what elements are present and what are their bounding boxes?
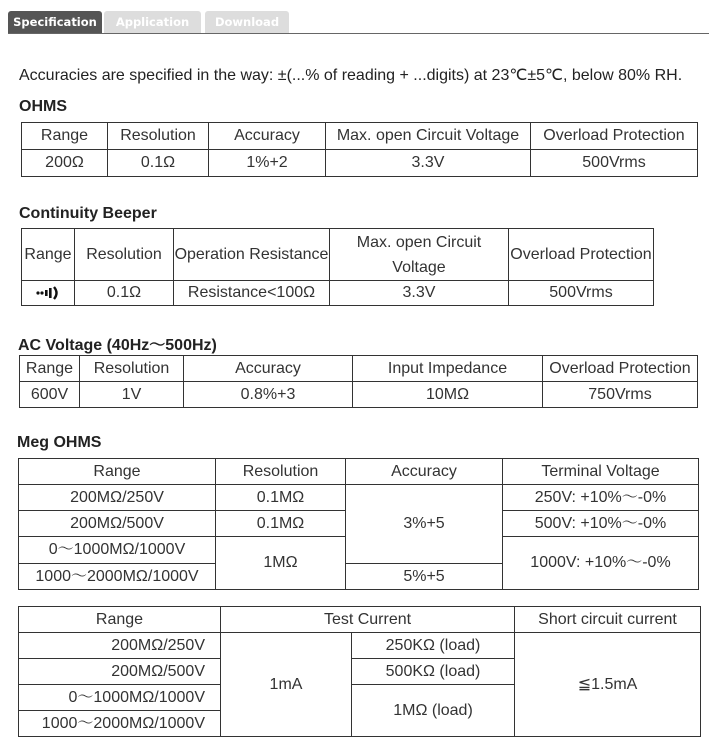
- table-cell: 200MΩ/500V: [19, 659, 221, 685]
- table-cell: 0.1Ω: [108, 150, 209, 177]
- header-cell: Overload Protection: [531, 123, 698, 150]
- tab-specification[interactable]: Specification: [8, 11, 102, 33]
- table-cell: [22, 281, 75, 306]
- header-cell: Short circuit current: [515, 607, 701, 633]
- table-cell: 750Vrms: [543, 382, 698, 408]
- table-cell: ≦1.5mA: [515, 633, 701, 737]
- tab-divider: [8, 33, 709, 34]
- tab-application[interactable]: Application: [104, 11, 201, 33]
- header-cell: Resolution: [216, 459, 346, 485]
- table-row: [19, 485, 699, 511]
- table-cell: 3.3V: [330, 281, 509, 306]
- table-header-row: [22, 229, 654, 281]
- table-cell: 500Vrms: [509, 281, 654, 306]
- megohms-heading: Meg OHMS: [17, 434, 102, 451]
- continuity-heading: Continuity Beeper: [19, 205, 157, 222]
- table-header-row: [19, 607, 701, 633]
- table-cell: 1000V: +10%～-0%: [503, 537, 699, 590]
- table-cell: 0.1MΩ: [216, 485, 346, 511]
- table-header-row: [20, 356, 698, 382]
- ohms-table: [21, 122, 698, 177]
- table-row: [20, 382, 698, 408]
- table-cell: 0.1MΩ: [216, 511, 346, 537]
- table-cell: 200Ω: [22, 150, 108, 177]
- table-cell: 1MΩ (load): [352, 685, 515, 737]
- table-header-row: [22, 123, 698, 150]
- header-cell: Range: [19, 459, 216, 485]
- header-cell: Resolution: [108, 123, 209, 150]
- table-cell: 500V: +10%～-0%: [503, 511, 699, 537]
- acv-table: [19, 355, 698, 408]
- table-cell: 1000～2000MΩ/1000V: [19, 564, 216, 590]
- test-current-table: [18, 606, 701, 737]
- header-cell: Max. open Circuit Voltage: [330, 229, 509, 281]
- header-cell: Range: [20, 356, 80, 382]
- table-cell: 200MΩ/500V: [19, 511, 216, 537]
- header-cell: Resolution: [80, 356, 184, 382]
- acv-heading: AC Voltage (40Hz～500Hz): [18, 337, 217, 354]
- table-cell: 200MΩ/250V: [19, 633, 221, 659]
- header-cell: Accuracy: [184, 356, 353, 382]
- header-cell: Range: [22, 123, 108, 150]
- tab-download[interactable]: Download: [205, 11, 289, 33]
- table-cell: 0～1000MΩ/1000V: [19, 685, 221, 711]
- table-row: [22, 150, 698, 177]
- table-cell: 5%+5: [346, 564, 503, 590]
- table-cell: 600V: [20, 382, 80, 408]
- beeper-icon: [35, 284, 61, 302]
- accuracy-note: Accuracies are specified in the way: ±(...% of reading + ...digits) at 23℃±5℃, below 80% RH.: [19, 67, 683, 84]
- table-row: [19, 633, 701, 659]
- table-cell: 1mA: [221, 633, 352, 737]
- header-cell: Test Current: [221, 607, 515, 633]
- table-cell: 1V: [80, 382, 184, 408]
- megohms-table: [18, 458, 699, 590]
- table-cell: 0～1000MΩ/1000V: [19, 537, 216, 564]
- ohms-heading: OHMS: [19, 98, 67, 115]
- table-cell: 250V: +10%～-0%: [503, 485, 699, 511]
- table-cell: 3.3V: [326, 150, 531, 177]
- header-cell: Overload Protection: [543, 356, 698, 382]
- table-cell: 10MΩ: [353, 382, 543, 408]
- table-cell: 500Vrms: [531, 150, 698, 177]
- table-cell: 0.8%+3: [184, 382, 353, 408]
- header-cell: Range: [22, 229, 75, 281]
- table-cell: 250KΩ (load): [352, 633, 515, 659]
- header-cell: Terminal Voltage: [503, 459, 699, 485]
- table-cell: 0.1Ω: [75, 281, 174, 306]
- header-cell: Accuracy: [209, 123, 326, 150]
- table-cell: Resistance<100Ω: [174, 281, 330, 306]
- header-cell: Input Impedance: [353, 356, 543, 382]
- table-header-row: [19, 459, 699, 485]
- header-cell: Operation Resistance: [174, 229, 330, 281]
- table-cell: 1%+2: [209, 150, 326, 177]
- table-cell: 200MΩ/250V: [19, 485, 216, 511]
- table-cell: 1MΩ: [216, 537, 346, 590]
- header-cell: Max. open Circuit Voltage: [326, 123, 531, 150]
- continuity-table: [21, 228, 654, 306]
- header-cell: Range: [19, 607, 221, 633]
- header-cell: Overload Protection: [509, 229, 654, 281]
- table-cell: 1000～2000MΩ/1000V: [19, 711, 221, 737]
- table-cell: 500KΩ (load): [352, 659, 515, 685]
- table-cell: 3%+5: [346, 485, 503, 564]
- table-row: [22, 281, 654, 306]
- header-cell: Accuracy: [346, 459, 503, 485]
- header-cell: Resolution: [75, 229, 174, 281]
